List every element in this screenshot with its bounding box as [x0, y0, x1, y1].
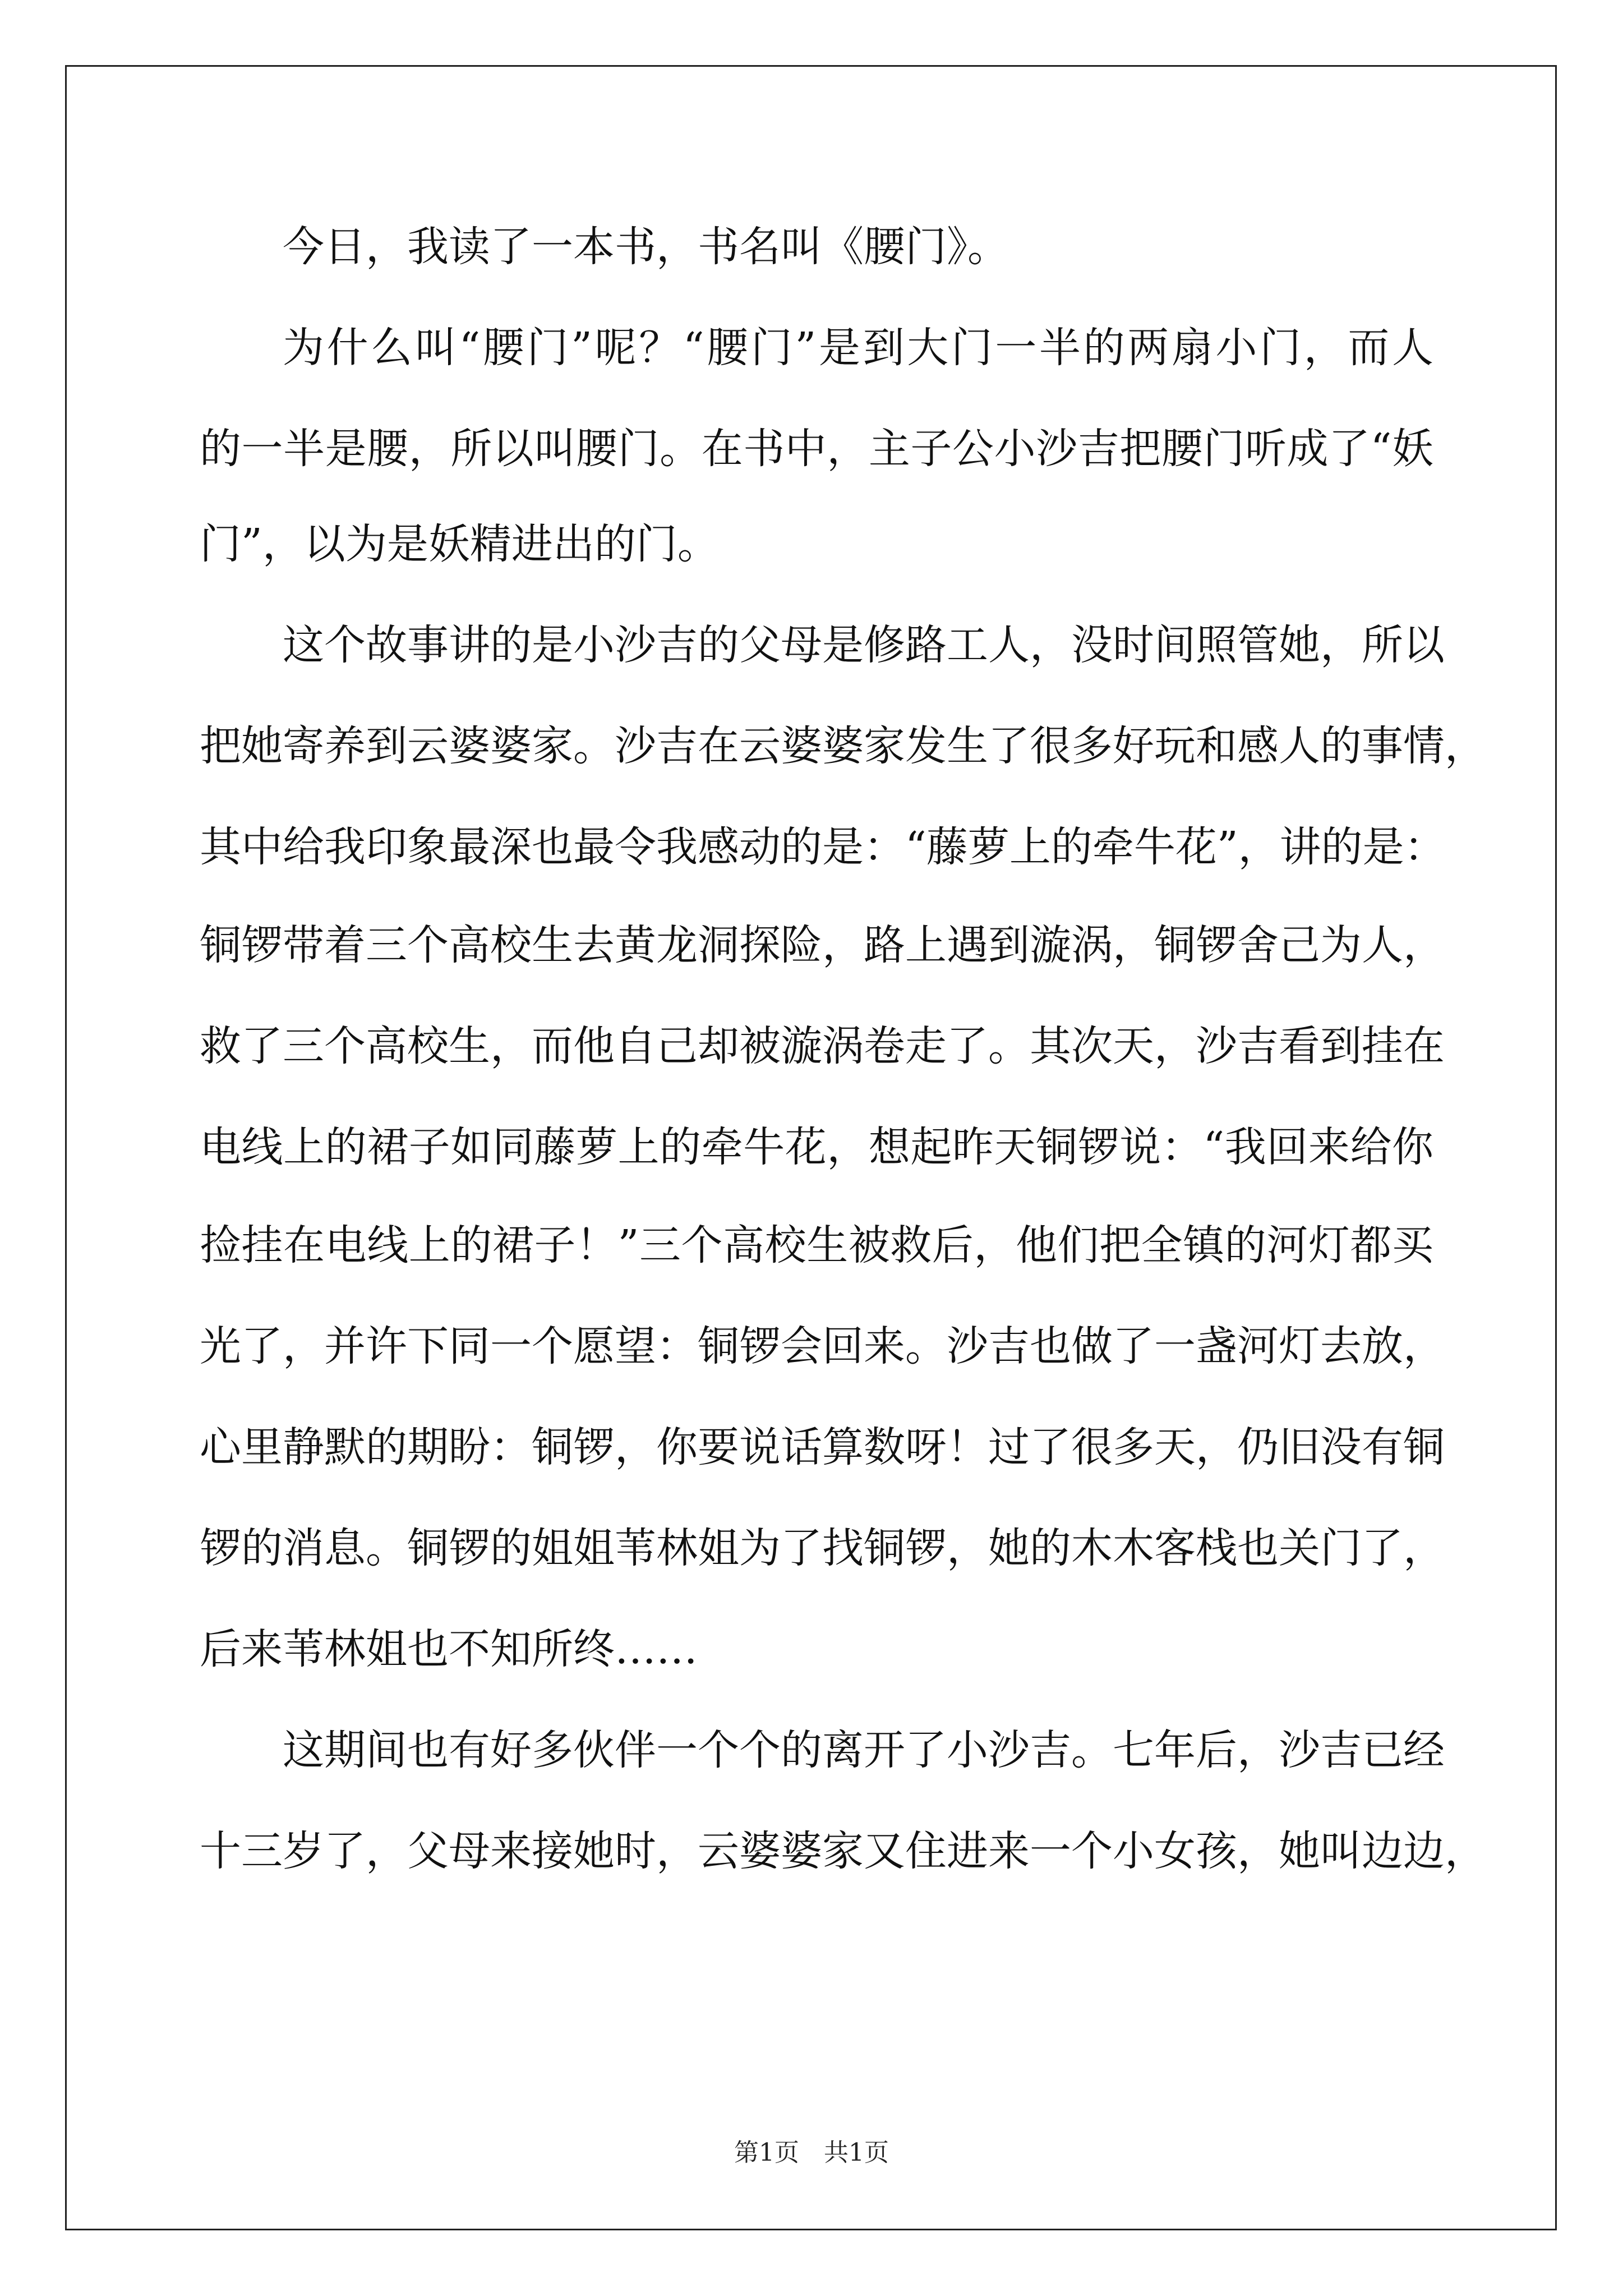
- line-text: 心里静默的期盼：铜锣，你要说话算数呀！过了很多天，仍旧没有铜: [200, 1423, 1445, 1471]
- paragraph-line: [0, 1616, 1623, 1683]
- paragraph-line: [0, 1414, 1623, 1481]
- line-text: 光了，并许下同一个愿望：铜锣会回来。沙吉也做了一盏河灯去放，: [200, 1322, 1445, 1370]
- paragraph-line: [0, 1717, 1623, 1784]
- line-text: 电线上的裙子如同藤萝上的牵牛花，想起昨天铜锣说：“我回来给你: [200, 1123, 1433, 1171]
- paragraph-line: [0, 1818, 1623, 1885]
- paragraph-line: [0, 611, 1623, 679]
- line-text: 铜锣带着三个高校生去黄龙洞探险，路上遇到漩涡，铜锣舍己为人，: [200, 921, 1445, 969]
- paragraph-line: [0, 1515, 1623, 1582]
- line-text: 这个故事讲的是小沙吉的父母是修路工人，没时间照管她，所以: [283, 621, 1445, 669]
- paragraph-line: [0, 314, 1623, 381]
- line-text: 十三岁了，父母来接她时，云婆婆家又住进来一个小女孩，她叫边边，: [200, 1827, 1486, 1875]
- line-text: 后来苇林姐也不知所终……: [200, 1625, 698, 1673]
- line-text: 捡挂在电线上的裙子！”三个高校生被救后，他们把全镇的河灯都买: [200, 1221, 1433, 1269]
- line-text: 这期间也有好多伙伴一个个的离开了小沙吉。七年后，沙吉已经: [283, 1726, 1445, 1774]
- paragraph-line: [0, 1212, 1623, 1279]
- line-text: 救了三个高校生，而他自己却被漩涡卷走了。其次天，沙吉看到挂在: [200, 1022, 1445, 1070]
- paragraph-line: [0, 1013, 1623, 1080]
- line-text: 的一半是腰，所以叫腰门。在书中，主子公小沙吉把腰门听成了“妖: [200, 425, 1433, 473]
- paragraph-line: [0, 1114, 1623, 1181]
- line-text: 今日，我读了一本书，书名叫《腰门》。: [283, 223, 1009, 271]
- paragraph-line: [0, 912, 1623, 979]
- line-text: 锣的消息。铜锣的姐姐苇林姐为了找铜锣，她的木木客栈也关门了，: [200, 1524, 1445, 1572]
- line-text: 其中给我印象最深也最令我感动的是：“藤萝上的牵牛花”，讲的是：: [200, 823, 1446, 871]
- line-text: 为什么叫“腰门”呢？“腰门”是到大门一半的两扇小门，而人: [283, 324, 1433, 372]
- paragraph-line: [0, 813, 1623, 881]
- paragraph-line: [0, 213, 1623, 280]
- paragraph-line: [0, 510, 1623, 578]
- page-footer: 第1页 共1页: [734, 2138, 889, 2167]
- paragraph-line: [0, 712, 1623, 780]
- paragraph-line: [0, 415, 1623, 482]
- paragraph-line: [0, 1313, 1623, 1380]
- line-text: 门”，以为是妖精进出的门。: [200, 520, 719, 568]
- line-text: 把她寄养到云婆婆家。沙吉在云婆婆家发生了很多好玩和感人的事情，: [200, 722, 1486, 770]
